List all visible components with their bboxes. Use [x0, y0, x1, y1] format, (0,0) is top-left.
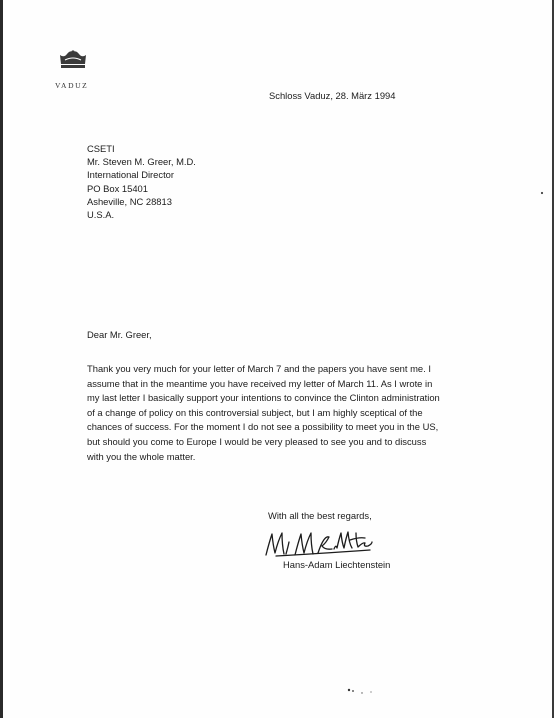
- dateline: Schloss Vaduz, 28. März 1994: [269, 90, 396, 101]
- signature-icon: [262, 527, 374, 561]
- body-line: assume that in the meantime you have received my letter of March 11. As I wrote in: [87, 377, 433, 389]
- body-line: with you the whole matter.: [87, 450, 196, 462]
- crown-icon: [58, 49, 88, 71]
- address-line: International Director: [87, 169, 175, 181]
- scan-edge-left: [0, 0, 3, 718]
- body-line: chances of success. For the moment I do not see a possibility to meet you in the US,: [87, 421, 439, 433]
- signer-name: Hans-Adam Liechtenstein: [283, 559, 391, 570]
- address-line: PO Box 15401: [87, 182, 148, 194]
- body-line: my last letter I basically support your intentions to convince the Clinton administration: [87, 392, 440, 404]
- closing: With all the best regards,: [268, 510, 372, 521]
- salutation: Dear Mr. Greer,: [87, 329, 152, 340]
- letterhead-place: VADUZ: [55, 81, 89, 90]
- address-line: U.S.A.: [87, 208, 115, 220]
- body-line: Thank you very much for your letter of March 7 and the papers you have sent me. I: [87, 363, 431, 374]
- address-line: Asheville, NC 28813: [87, 195, 172, 207]
- address-line: Mr. Steven M. Greer, M.D.: [87, 156, 196, 168]
- body-line: of a change of policy on this controversial subject, but I am highly sceptical of the: [87, 406, 423, 418]
- address-line: CSETI: [87, 143, 115, 154]
- recipient-address: [87, 142, 196, 221]
- body-line: but should you come to Europe I would be very pleased to see you and to discuss: [87, 435, 427, 447]
- letter-body: [87, 362, 487, 464]
